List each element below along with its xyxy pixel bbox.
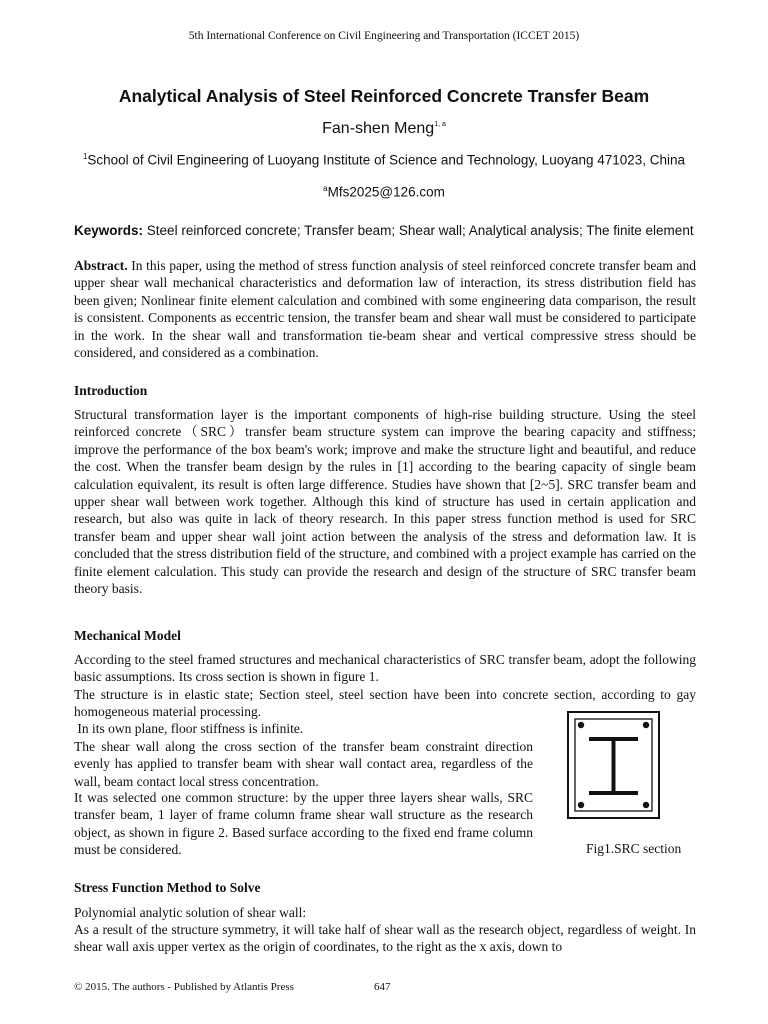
email-superscript: a bbox=[323, 184, 328, 193]
rebar-bottom-right bbox=[643, 802, 649, 808]
affiliation bbox=[74, 149, 694, 169]
mechanical-model-paragraph-4: The shear wall along the cross section of the transfer beam constraint direction evenly has applied to transfer beam with shear wall contact area, regardless of the wall, beam contact local stress concentration. bbox=[74, 739, 533, 789]
conference-header: 5th International Conference on Civil Engineering and Transportation (ICCET 2015) bbox=[188, 30, 580, 42]
author-name: Fan-shen Meng bbox=[322, 120, 435, 137]
section-heading-introduction: Introduction bbox=[74, 383, 148, 398]
keywords-text: Steel reinforced concrete; Transfer beam; Shear wall; Analytical analysis; The finite element bbox=[146, 223, 694, 238]
author-email bbox=[0, 184, 768, 200]
steel-top-flange bbox=[589, 737, 638, 741]
src-section-figure bbox=[567, 711, 660, 819]
affiliation-text: School of Civil Engineering of Luoyang Institute of Science and Technology, Luoyang 471023, China bbox=[87, 152, 686, 168]
steel-web bbox=[612, 741, 616, 791]
abstract-label: Abstract. bbox=[74, 258, 128, 273]
footer-copyright: © 2015. The authors - Published by Atlantis Press bbox=[74, 981, 294, 993]
author-line bbox=[0, 120, 768, 138]
section-heading-mechanical-model: Mechanical Model bbox=[74, 628, 181, 643]
introduction-paragraph: Structural transformation layer is the important components of high-rise building structure. Using the steel reinforced concrete（SRC）transfer beam structure system can improve the bearing capacity and stiffness; improve the performance of the box beam's work; improve and make the structure light and beautiful, and reduce the cost. When the transfer beam design by the rules in [1] according to the bearing capacity of single beam calculation equivalent, its result is often large difference. Studies have shown that [2~5]. SRC transfer beam and upper shear wall between work together. Although this kind of structure has used in certain application and research, but also was quite in lack of theory research. In this paper stress function method is used for SRC transfer beam and upper shear wall joint action between the analysis of the stress and deformation law. It is concluded that the stress distribution field of the structure, and combined with a project example has carried on the finite element calculation. This study can provide the research and design of the structure of SRC transfer beam theory basis. bbox=[74, 407, 696, 597]
keywords-label: Keywords: bbox=[74, 223, 144, 238]
stress-function-paragraph-2: As a result of the structure symmetry, it will take half of shear wall as the research object, regardless of weight. In shear wall axis upper vertex as the origin of coordinates, to the right as the x axis, down to bbox=[74, 922, 696, 955]
src-section-drawing bbox=[569, 713, 658, 817]
paper-title: Analytical Analysis of Steel Reinforced Concrete Transfer Beam bbox=[118, 86, 650, 106]
author-superscript: 1, a bbox=[434, 121, 446, 128]
mechanical-model-paragraph-3: In its own plane, floor stiffness is infinite. bbox=[74, 721, 304, 736]
keywords bbox=[74, 223, 696, 239]
rebar-bottom-left bbox=[578, 802, 584, 808]
stress-function-paragraph-1: Polynomial analytic solution of shear wall: bbox=[74, 905, 307, 920]
abstract-text: In this paper, using the method of stress function analysis of steel reinforced concrete transfer beam and upper shear wall mechanical characteristics and deformation law of interaction, its stress distribution field has been given; Nonlinear finite element calculation and combined with some engineering data comparison, the result is consistent. Components as eccentric tension, the transfer beam and shear wall must be considered to participate in the work. In the shear wall and transformation tie-beam shear and vertical compressive stress should be considered, and considered as a combination. bbox=[74, 258, 696, 361]
rebar-top-left bbox=[578, 722, 584, 728]
page-number: 647 bbox=[374, 981, 391, 993]
email-text: Mfs2025@126.com bbox=[327, 184, 445, 200]
figure-caption: Fig1.SRC section bbox=[586, 841, 682, 856]
steel-bottom-flange bbox=[589, 791, 638, 795]
affiliation-superscript: 1 bbox=[82, 152, 88, 161]
abstract bbox=[74, 257, 696, 361]
mechanical-model-paragraph-2: The structure is in elastic state; Section steel, steel section have been into concrete section, according to gay homogeneous material processing. bbox=[74, 687, 696, 720]
section-heading-stress-function: Stress Function Method to Solve bbox=[74, 880, 261, 895]
mechanical-model-paragraph-1: According to the steel framed structures and mechanical characteristics of SRC transfer beam, adopt the following basic assumptions. Its cross section is shown in figure 1. bbox=[74, 652, 696, 685]
rebar-top-right bbox=[643, 722, 649, 728]
mechanical-model-paragraph-5: It was selected one common structure: by the upper three layers shear walls, SRC transfer beam, 1 layer of frame column frame shear wall structure as the research object, as shown in figure 2. Based surface according to the fixed end frame column must be considered. bbox=[74, 790, 533, 858]
